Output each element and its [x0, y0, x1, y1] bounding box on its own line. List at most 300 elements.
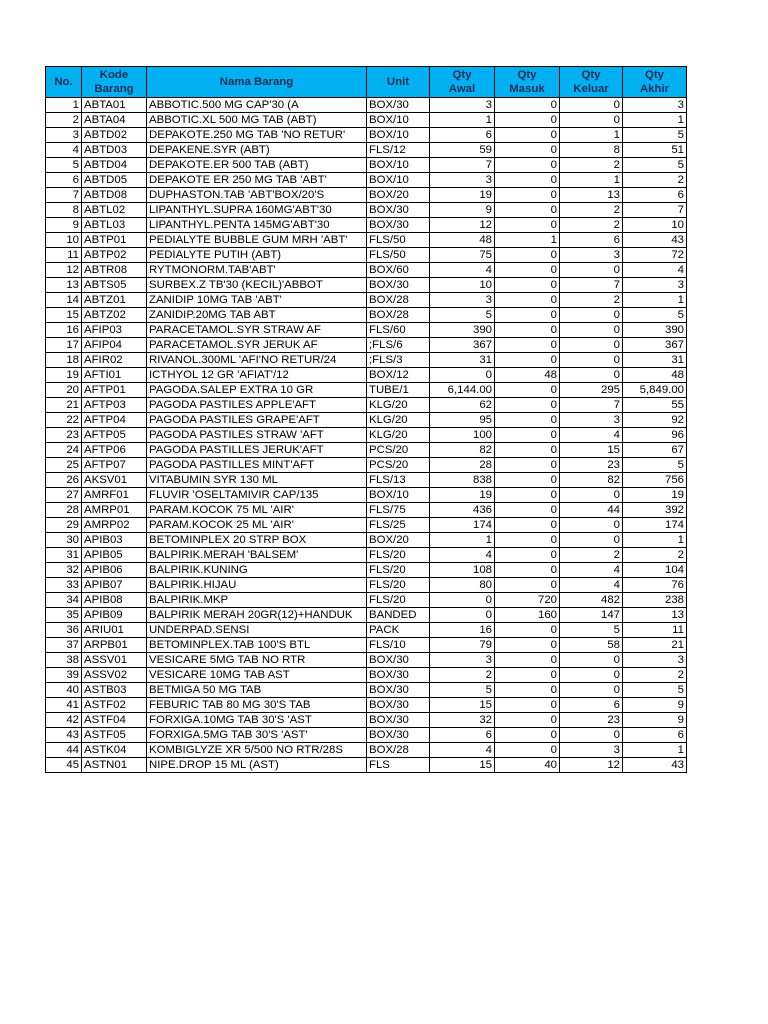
- cell-no: 8: [46, 203, 82, 218]
- cell-qty-awal: 174: [430, 518, 495, 533]
- cell-qty-masuk: 0: [495, 128, 560, 143]
- cell-no: 27: [46, 488, 82, 503]
- cell-no: 20: [46, 383, 82, 398]
- cell-qty-akhir: 4: [623, 263, 687, 278]
- cell-kode-barang: ABTD08: [82, 188, 147, 203]
- cell-kode-barang: ABTL02: [82, 203, 147, 218]
- cell-qty-keluar: 0: [560, 533, 623, 548]
- table-row: [46, 443, 687, 458]
- cell-no: 38: [46, 653, 82, 668]
- cell-no: 13: [46, 278, 82, 293]
- cell-qty-awal: 4: [430, 263, 495, 278]
- cell-qty-masuk: 0: [495, 548, 560, 563]
- cell-qty-akhir: 756: [623, 473, 687, 488]
- cell-qty-keluar: 23: [560, 458, 623, 473]
- table-row: [46, 368, 687, 383]
- header-no: No.: [46, 67, 82, 98]
- cell-qty-akhir: 5: [623, 128, 687, 143]
- cell-no: 30: [46, 533, 82, 548]
- cell-unit: FLS/20: [367, 578, 430, 593]
- cell-nama-barang: LIPANTHYL.PENTA 145MG'ABT'30: [147, 218, 367, 233]
- table-row: [46, 488, 687, 503]
- cell-qty-awal: 6: [430, 728, 495, 743]
- cell-qty-akhir: 11: [623, 623, 687, 638]
- cell-qty-awal: 59: [430, 143, 495, 158]
- cell-qty-masuk: 0: [495, 263, 560, 278]
- cell-qty-keluar: 0: [560, 728, 623, 743]
- cell-qty-awal: 16: [430, 623, 495, 638]
- cell-unit: FLS/10: [367, 638, 430, 653]
- table-row: [46, 548, 687, 563]
- cell-nama-barang: VESICARE 5MG TAB NO RTR: [147, 653, 367, 668]
- cell-qty-awal: 5: [430, 683, 495, 698]
- cell-kode-barang: AFTP05: [82, 428, 147, 443]
- cell-no: 22: [46, 413, 82, 428]
- cell-nama-barang: NIPE.DROP 15 ML (AST): [147, 758, 367, 773]
- cell-qty-akhir: 13: [623, 608, 687, 623]
- cell-unit: FLS: [367, 758, 430, 773]
- table-row: [46, 98, 687, 113]
- cell-qty-masuk: 0: [495, 353, 560, 368]
- cell-qty-awal: 5: [430, 308, 495, 323]
- cell-nama-barang: FEBURIC TAB 80 MG 30'S TAB: [147, 698, 367, 713]
- cell-kode-barang: ABTD03: [82, 143, 147, 158]
- cell-qty-keluar: 295: [560, 383, 623, 398]
- cell-qty-akhir: 10: [623, 218, 687, 233]
- cell-nama-barang: DEPAKOTE.250 MG TAB 'NO RETUR': [147, 128, 367, 143]
- cell-kode-barang: AFTP06: [82, 443, 147, 458]
- cell-qty-akhir: 19: [623, 488, 687, 503]
- cell-kode-barang: ABTZ02: [82, 308, 147, 323]
- cell-unit: BOX/28: [367, 743, 430, 758]
- cell-kode-barang: ARPB01: [82, 638, 147, 653]
- cell-kode-barang: ASTF02: [82, 698, 147, 713]
- cell-qty-awal: 31: [430, 353, 495, 368]
- cell-qty-keluar: 2: [560, 218, 623, 233]
- cell-qty-masuk: 0: [495, 173, 560, 188]
- cell-qty-keluar: 6: [560, 698, 623, 713]
- cell-qty-awal: 10: [430, 278, 495, 293]
- cell-no: 2: [46, 113, 82, 128]
- cell-qty-awal: 62: [430, 398, 495, 413]
- cell-nama-barang: PAGODA PASTILES APPLE'AFT: [147, 398, 367, 413]
- cell-qty-keluar: 0: [560, 308, 623, 323]
- cell-qty-masuk: 0: [495, 113, 560, 128]
- table-row: [46, 578, 687, 593]
- cell-qty-akhir: 67: [623, 443, 687, 458]
- cell-qty-awal: 2: [430, 668, 495, 683]
- cell-unit: BOX/10: [367, 488, 430, 503]
- cell-qty-masuk: 0: [495, 338, 560, 353]
- cell-qty-akhir: 5: [623, 683, 687, 698]
- cell-qty-keluar: 0: [560, 323, 623, 338]
- cell-qty-keluar: 8: [560, 143, 623, 158]
- cell-kode-barang: ABTD05: [82, 173, 147, 188]
- cell-nama-barang: RIVANOL.300ML 'AFI'NO RETUR/24: [147, 353, 367, 368]
- cell-unit: BOX/20: [367, 533, 430, 548]
- cell-nama-barang: DUPHASTON.TAB 'ABT'BOX/20'S: [147, 188, 367, 203]
- cell-qty-akhir: 92: [623, 413, 687, 428]
- cell-unit: FLS/12: [367, 143, 430, 158]
- cell-no: 35: [46, 608, 82, 623]
- table-row: [46, 203, 687, 218]
- cell-unit: PCS/20: [367, 458, 430, 473]
- cell-qty-keluar: 44: [560, 503, 623, 518]
- table-row: [46, 233, 687, 248]
- cell-unit: KLG/20: [367, 428, 430, 443]
- header-unit: Unit: [367, 67, 430, 98]
- cell-qty-keluar: 3: [560, 413, 623, 428]
- cell-nama-barang: BALPIRIK.HIJAU: [147, 578, 367, 593]
- cell-qty-awal: 82: [430, 443, 495, 458]
- cell-qty-keluar: 6: [560, 233, 623, 248]
- cell-kode-barang: ARIU01: [82, 623, 147, 638]
- cell-qty-akhir: 367: [623, 338, 687, 353]
- cell-qty-keluar: 82: [560, 473, 623, 488]
- cell-qty-keluar: 0: [560, 518, 623, 533]
- table-row: [46, 323, 687, 338]
- cell-qty-awal: 6,144.00: [430, 383, 495, 398]
- cell-unit: BOX/28: [367, 308, 430, 323]
- cell-kode-barang: ASTB03: [82, 683, 147, 698]
- cell-no: 11: [46, 248, 82, 263]
- cell-unit: FLS/20: [367, 563, 430, 578]
- cell-qty-awal: 390: [430, 323, 495, 338]
- cell-qty-awal: 95: [430, 413, 495, 428]
- table-row: [46, 503, 687, 518]
- cell-qty-awal: 15: [430, 758, 495, 773]
- cell-qty-masuk: 0: [495, 518, 560, 533]
- cell-nama-barang: DEPAKENE.SYR (ABT): [147, 143, 367, 158]
- cell-qty-masuk: 0: [495, 428, 560, 443]
- cell-qty-masuk: 0: [495, 308, 560, 323]
- table-row: [46, 758, 687, 773]
- cell-qty-awal: 108: [430, 563, 495, 578]
- cell-qty-akhir: 3: [623, 278, 687, 293]
- table-row: [46, 458, 687, 473]
- cell-qty-masuk: 0: [495, 488, 560, 503]
- cell-kode-barang: ABTP01: [82, 233, 147, 248]
- cell-qty-akhir: 174: [623, 518, 687, 533]
- cell-qty-awal: 19: [430, 488, 495, 503]
- cell-kode-barang: APIB07: [82, 578, 147, 593]
- cell-kode-barang: ASTK04: [82, 743, 147, 758]
- cell-nama-barang: PAGODA PASTILES GRAPE'AFT: [147, 413, 367, 428]
- cell-qty-awal: 15: [430, 698, 495, 713]
- cell-qty-keluar: 0: [560, 263, 623, 278]
- cell-no: 19: [46, 368, 82, 383]
- cell-qty-keluar: 58: [560, 638, 623, 653]
- cell-no: 5: [46, 158, 82, 173]
- table-row: [46, 338, 687, 353]
- cell-qty-akhir: 43: [623, 233, 687, 248]
- cell-qty-awal: 367: [430, 338, 495, 353]
- cell-kode-barang: ABTA04: [82, 113, 147, 128]
- cell-no: 12: [46, 263, 82, 278]
- table-row: [46, 293, 687, 308]
- cell-qty-keluar: 12: [560, 758, 623, 773]
- cell-no: 25: [46, 458, 82, 473]
- cell-kode-barang: ABTS05: [82, 278, 147, 293]
- table-row: [46, 593, 687, 608]
- cell-no: 43: [46, 728, 82, 743]
- cell-nama-barang: PAGODA PASTILLES JERUK'AFT: [147, 443, 367, 458]
- cell-nama-barang: ICTHYOL 12 GR 'AFIAT'/12: [147, 368, 367, 383]
- cell-qty-akhir: 3: [623, 98, 687, 113]
- cell-qty-keluar: 2: [560, 158, 623, 173]
- cell-no: 23: [46, 428, 82, 443]
- cell-qty-keluar: 23: [560, 713, 623, 728]
- cell-kode-barang: ASSV01: [82, 653, 147, 668]
- cell-qty-masuk: 0: [495, 653, 560, 668]
- cell-qty-keluar: 147: [560, 608, 623, 623]
- cell-no: 4: [46, 143, 82, 158]
- table-row: [46, 563, 687, 578]
- cell-qty-keluar: 0: [560, 488, 623, 503]
- cell-no: 14: [46, 293, 82, 308]
- table-row: [46, 683, 687, 698]
- cell-no: 6: [46, 173, 82, 188]
- cell-unit: FLS/75: [367, 503, 430, 518]
- cell-qty-akhir: 3: [623, 653, 687, 668]
- cell-qty-masuk: 0: [495, 383, 560, 398]
- cell-no: 45: [46, 758, 82, 773]
- cell-qty-awal: 0: [430, 368, 495, 383]
- cell-unit: BOX/30: [367, 278, 430, 293]
- table-row: [46, 353, 687, 368]
- table-row: [46, 278, 687, 293]
- cell-qty-keluar: 0: [560, 653, 623, 668]
- cell-nama-barang: BALPIRIK MERAH 20GR(12)+HANDUK: [147, 608, 367, 623]
- table-row: [46, 308, 687, 323]
- cell-nama-barang: BETOMINPLEX 20 STRP BOX: [147, 533, 367, 548]
- cell-nama-barang: PAGODA PASTILLES MINT'AFT: [147, 458, 367, 473]
- cell-qty-keluar: 0: [560, 113, 623, 128]
- cell-qty-masuk: 0: [495, 158, 560, 173]
- cell-qty-akhir: 5: [623, 308, 687, 323]
- cell-qty-keluar: 1: [560, 173, 623, 188]
- table-row: [46, 518, 687, 533]
- cell-kode-barang: AFTP04: [82, 413, 147, 428]
- cell-qty-awal: 838: [430, 473, 495, 488]
- table-row: [46, 728, 687, 743]
- cell-qty-masuk: 0: [495, 638, 560, 653]
- cell-qty-akhir: 9: [623, 713, 687, 728]
- cell-qty-awal: 100: [430, 428, 495, 443]
- cell-nama-barang: RYTMONORM.TAB'ABT': [147, 263, 367, 278]
- cell-unit: BOX/30: [367, 218, 430, 233]
- cell-qty-keluar: 2: [560, 203, 623, 218]
- cell-qty-awal: 32: [430, 713, 495, 728]
- cell-qty-akhir: 238: [623, 593, 687, 608]
- cell-nama-barang: BALPIRIK.KUNING: [147, 563, 367, 578]
- cell-qty-akhir: 104: [623, 563, 687, 578]
- cell-qty-akhir: 5,849.00: [623, 383, 687, 398]
- cell-qty-awal: 7: [430, 158, 495, 173]
- cell-qty-akhir: 392: [623, 503, 687, 518]
- cell-nama-barang: FLUVIR 'OSELTAMIVIR CAP/135: [147, 488, 367, 503]
- cell-kode-barang: AMRP01: [82, 503, 147, 518]
- cell-nama-barang: PARAM.KOCOK 25 ML 'AIR': [147, 518, 367, 533]
- cell-no: 40: [46, 683, 82, 698]
- cell-unit: BOX/12: [367, 368, 430, 383]
- cell-qty-keluar: 0: [560, 683, 623, 698]
- cell-no: 37: [46, 638, 82, 653]
- cell-kode-barang: ABTD02: [82, 128, 147, 143]
- table-row: [46, 713, 687, 728]
- cell-qty-akhir: 2: [623, 548, 687, 563]
- cell-no: 1: [46, 98, 82, 113]
- cell-qty-keluar: 13: [560, 188, 623, 203]
- cell-qty-masuk: 0: [495, 683, 560, 698]
- cell-qty-masuk: 0: [495, 698, 560, 713]
- cell-unit: PACK: [367, 623, 430, 638]
- cell-nama-barang: BETOMINPLEX.TAB 100'S BTL: [147, 638, 367, 653]
- cell-qty-awal: 0: [430, 593, 495, 608]
- table-row: [46, 698, 687, 713]
- cell-qty-keluar: 3: [560, 743, 623, 758]
- cell-no: 21: [46, 398, 82, 413]
- cell-qty-masuk: 160: [495, 608, 560, 623]
- cell-nama-barang: BALPIRIK.MERAH 'BALSEM': [147, 548, 367, 563]
- cell-no: 9: [46, 218, 82, 233]
- cell-unit: KLG/20: [367, 398, 430, 413]
- table-row: [46, 638, 687, 653]
- cell-unit: FLS/13: [367, 473, 430, 488]
- cell-qty-masuk: 0: [495, 713, 560, 728]
- cell-no: 32: [46, 563, 82, 578]
- cell-qty-akhir: 2: [623, 668, 687, 683]
- cell-kode-barang: ABTA01: [82, 98, 147, 113]
- header-row: [46, 67, 687, 98]
- cell-qty-awal: 9: [430, 203, 495, 218]
- header-qty-awal: Qty Awal: [430, 67, 495, 98]
- cell-qty-masuk: 0: [495, 398, 560, 413]
- cell-unit: BOX/30: [367, 728, 430, 743]
- cell-no: 26: [46, 473, 82, 488]
- cell-kode-barang: ABTD04: [82, 158, 147, 173]
- cell-qty-awal: 3: [430, 98, 495, 113]
- cell-unit: BOX/10: [367, 128, 430, 143]
- cell-unit: BOX/30: [367, 203, 430, 218]
- cell-qty-keluar: 0: [560, 353, 623, 368]
- cell-qty-masuk: 0: [495, 293, 560, 308]
- header-kode-barang: Kode Barang: [82, 67, 147, 98]
- cell-qty-masuk: 0: [495, 323, 560, 338]
- cell-qty-masuk: 0: [495, 563, 560, 578]
- cell-nama-barang: BETMIGA 50 MG TAB: [147, 683, 367, 698]
- cell-unit: FLS/50: [367, 233, 430, 248]
- cell-no: 10: [46, 233, 82, 248]
- cell-no: 34: [46, 593, 82, 608]
- cell-no: 15: [46, 308, 82, 323]
- cell-qty-keluar: 4: [560, 428, 623, 443]
- cell-unit: BOX/20: [367, 188, 430, 203]
- cell-qty-awal: 0: [430, 608, 495, 623]
- table-row: [46, 128, 687, 143]
- cell-nama-barang: ZANIDIP.20MG TAB ABT: [147, 308, 367, 323]
- cell-nama-barang: UNDERPAD.SENSI: [147, 623, 367, 638]
- cell-kode-barang: AFTP01: [82, 383, 147, 398]
- cell-qty-masuk: 0: [495, 578, 560, 593]
- cell-qty-awal: 80: [430, 578, 495, 593]
- cell-qty-keluar: 0: [560, 368, 623, 383]
- cell-qty-awal: 3: [430, 653, 495, 668]
- cell-kode-barang: ASTN01: [82, 758, 147, 773]
- cell-nama-barang: LIPANTHYL.SUPRA 160MG'ABT'30: [147, 203, 367, 218]
- cell-kode-barang: ASTF05: [82, 728, 147, 743]
- cell-qty-masuk: 0: [495, 188, 560, 203]
- cell-nama-barang: PAGODA PASTILES STRAW 'AFT: [147, 428, 367, 443]
- cell-kode-barang: ASSV02: [82, 668, 147, 683]
- cell-qty-akhir: 48: [623, 368, 687, 383]
- cell-nama-barang: PEDIALYTE BUBBLE GUM MRH 'ABT': [147, 233, 367, 248]
- header-nama-barang: Nama Barang: [147, 67, 367, 98]
- cell-kode-barang: AKSV01: [82, 473, 147, 488]
- cell-qty-akhir: 1: [623, 293, 687, 308]
- cell-nama-barang: PARACETAMOL.SYR STRAW AF: [147, 323, 367, 338]
- cell-qty-akhir: 21: [623, 638, 687, 653]
- cell-qty-awal: 48: [430, 233, 495, 248]
- cell-unit: BOX/10: [367, 158, 430, 173]
- cell-no: 17: [46, 338, 82, 353]
- cell-kode-barang: APIB03: [82, 533, 147, 548]
- cell-nama-barang: KOMBIGLYZE XR 5/500 NO RTR/28S: [147, 743, 367, 758]
- cell-no: 28: [46, 503, 82, 518]
- cell-unit: FLS/20: [367, 548, 430, 563]
- cell-nama-barang: DEPAKOTE.ER 500 TAB (ABT): [147, 158, 367, 173]
- cell-qty-awal: 6: [430, 128, 495, 143]
- cell-kode-barang: AFIP04: [82, 338, 147, 353]
- cell-no: 41: [46, 698, 82, 713]
- cell-qty-masuk: 720: [495, 593, 560, 608]
- cell-kode-barang: AFTP07: [82, 458, 147, 473]
- table-row: [46, 428, 687, 443]
- cell-no: 29: [46, 518, 82, 533]
- table-row: [46, 218, 687, 233]
- cell-qty-masuk: 0: [495, 248, 560, 263]
- table-row: [46, 623, 687, 638]
- cell-qty-keluar: 0: [560, 668, 623, 683]
- cell-qty-masuk: 40: [495, 758, 560, 773]
- cell-qty-keluar: 0: [560, 98, 623, 113]
- table-row: [46, 263, 687, 278]
- cell-kode-barang: APIB09: [82, 608, 147, 623]
- cell-no: 24: [46, 443, 82, 458]
- cell-qty-akhir: 1: [623, 743, 687, 758]
- cell-qty-masuk: 0: [495, 218, 560, 233]
- table-body: [46, 98, 687, 773]
- cell-qty-awal: 4: [430, 548, 495, 563]
- cell-no: 18: [46, 353, 82, 368]
- cell-qty-akhir: 51: [623, 143, 687, 158]
- cell-kode-barang: AMRP02: [82, 518, 147, 533]
- cell-qty-masuk: 0: [495, 668, 560, 683]
- cell-qty-akhir: 1: [623, 533, 687, 548]
- cell-nama-barang: PEDIALYTE PUTIH (ABT): [147, 248, 367, 263]
- table-row: [46, 653, 687, 668]
- cell-qty-masuk: 0: [495, 203, 560, 218]
- cell-qty-masuk: 0: [495, 443, 560, 458]
- cell-qty-akhir: 96: [623, 428, 687, 443]
- cell-no: 7: [46, 188, 82, 203]
- cell-no: 33: [46, 578, 82, 593]
- cell-qty-masuk: 0: [495, 503, 560, 518]
- cell-qty-masuk: 0: [495, 458, 560, 473]
- cell-qty-awal: 79: [430, 638, 495, 653]
- cell-qty-akhir: 390: [623, 323, 687, 338]
- cell-kode-barang: APIB05: [82, 548, 147, 563]
